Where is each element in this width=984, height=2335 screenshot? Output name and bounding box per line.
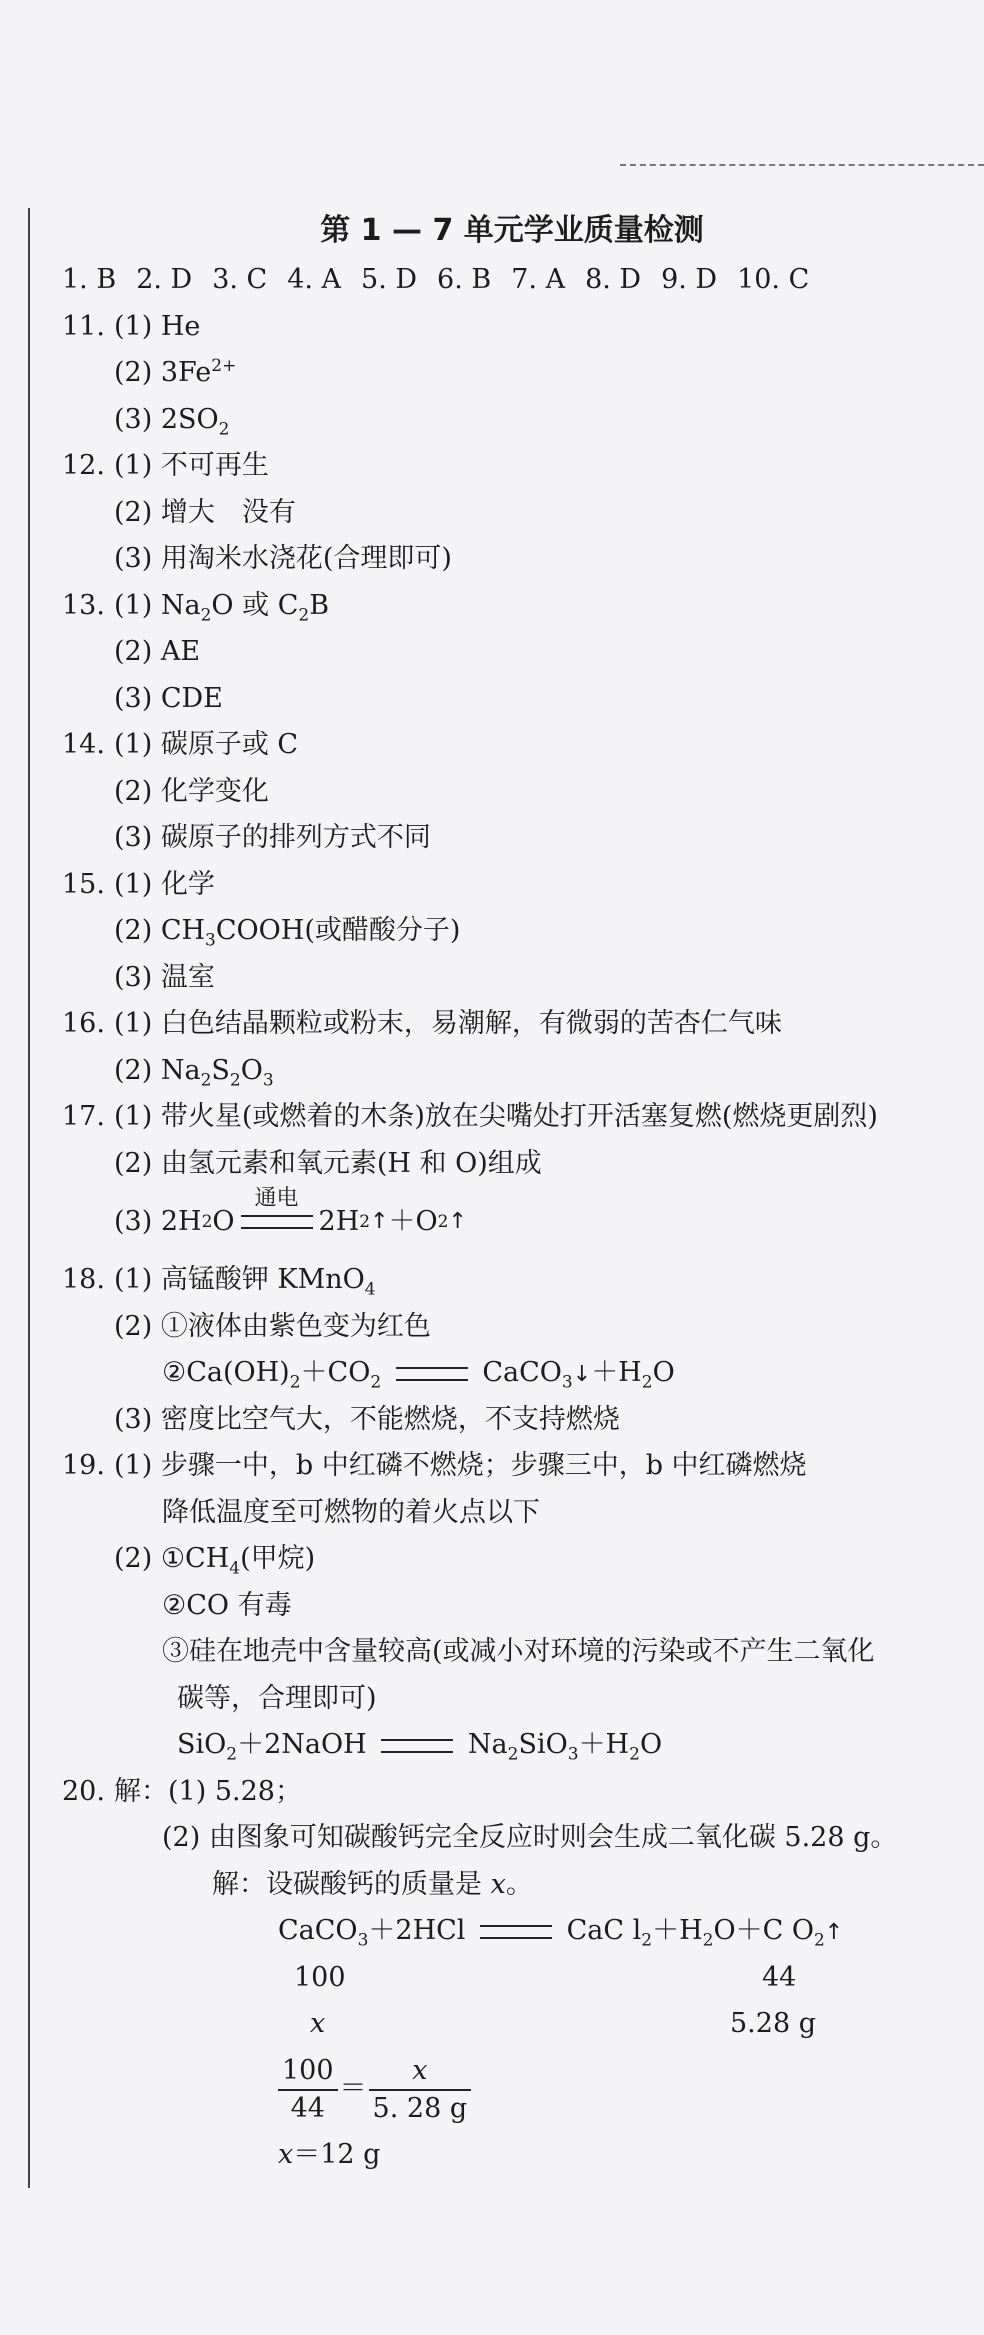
answer-text: (2) 由氢元素和氧元素(H 和 O)组成 [114,1147,542,1179]
question-number: 16. [62,1008,105,1039]
answer-text: O＋C O [713,1915,814,1946]
q16-line-2 [62,1048,962,1095]
answer-text: O [212,1205,235,1237]
question-number: 12. [62,450,105,481]
question-number: 18. [62,1264,105,1295]
denominator: 44 [290,2092,325,2124]
q19-line-2 [62,1490,962,1537]
q18-line-4 [62,1397,962,1444]
q19-line-4 [62,1583,962,1630]
q20-quantity-row [62,2001,962,2048]
subscript: 2 [641,1372,653,1393]
q19-line-7 [62,1722,962,1769]
choice-answer: 8. D [585,264,642,295]
subscript: 2 [200,1069,212,1090]
question-number: 19. [62,1450,105,1481]
answer-text: O [639,1729,663,1760]
q16-line-1 [62,1001,962,1048]
answer-text: (3) CDE [114,682,223,714]
answer-text: (3) 碳原子的排列方式不同 [114,822,431,853]
answer-text: (甲烷) [240,1543,316,1574]
answer-text: (2) ①液体由紫色变为红色 [114,1310,431,1342]
equals-sign [241,1186,313,1229]
answer-text: S [211,1054,230,1086]
answer-text: (1) Na [114,589,201,621]
answer-text: (3) 用淘米水浇花(合理即可) [114,543,452,574]
q19-line-5 [62,1629,962,1676]
q17-line-3: (3) 2H 2 O 通电 2H 2 ↑ ＋O 2 ↑ [62,1187,962,1257]
choice-answer: 5. D [361,264,418,295]
choice-answers-row [62,257,962,304]
answer-text: O [652,1357,675,1388]
q15-line-3 [62,955,962,1002]
answer-text: (1) 带火星(或燃着的木条)放在尖嘴处打开活塞复燃(燃烧更剧烈) [114,1101,878,1132]
subscript: 2 [200,604,212,625]
answer-text: (3) 密度比空气大，不能燃烧，不支持燃烧 [114,1403,620,1435]
choice-answer: 10. C [737,264,810,295]
answer-text: SiO [177,1729,227,1760]
subscript: 2 [226,1744,238,1765]
equals-sign [396,1367,468,1381]
fraction [278,2053,338,2127]
question-number: 20. [62,1775,105,1807]
q20-mass-row [62,1955,962,2002]
q13-line-1 [62,583,962,630]
answer-text: CaC l [566,1915,642,1946]
answer-text: 碳等，合理即可) [177,1682,377,1714]
variable: x [310,2008,326,2039]
numerator [369,2053,472,2091]
equals-sign [381,1739,453,1753]
subscript: 2 [629,1744,640,1765]
answer-text: (1) 高锰酸钾 KMnO [114,1264,365,1295]
choice-answer: 3. C [212,264,268,295]
subscript: 3 [262,1069,274,1090]
subscript: 2 [813,1930,825,1951]
subscript: 2 [370,1372,382,1393]
answer-text: (2) ①CH [114,1543,230,1574]
q20-line-3 [62,1862,962,1909]
header-dashed-rule [620,164,984,166]
q19-line-1 [62,1443,962,1490]
choice-answer: 9. D [661,264,718,295]
subscript: 2 [507,1744,519,1765]
q20-equation [62,1908,962,1955]
answer-text: (1) He [114,310,201,342]
subscript: 4 [364,1279,376,1300]
q19-line-3 [62,1536,962,1583]
choice-answer: 6. B [437,264,492,295]
equals-sign [480,1925,552,1939]
answer-text: (1) 碳原子或 C [114,729,299,760]
q14-line-2 [62,769,962,816]
subscript: 3 [567,1744,579,1765]
subscript: 3 [357,1930,369,1951]
choice-answer: 4. A [287,264,342,295]
gas-arrow-icon: ↑ [448,1208,467,1234]
variable: x [490,1868,506,1900]
q20-proportion: $\frac{100}{44}$ ＝ $\frac{x}{5. 28 g}$ [62,2048,962,2132]
q18-line-1 [62,1257,962,1304]
answer-text: (2) Na [114,1054,201,1086]
choice-answer: 2. D [136,264,193,295]
answer-text: CaCO [482,1357,562,1388]
precipitate-arrow-icon: ↓ [572,1362,592,1387]
q11-line-1 [62,304,962,351]
molar-mass: 44 [762,1961,797,1993]
left-border-rule [28,208,30,2188]
q18-line-3 [62,1350,962,1397]
answer-text: COOH(或醋酸分子) [215,915,461,946]
subscript: 2 [218,418,230,439]
variable: x [412,2054,428,2086]
q17-line-1 [62,1094,962,1141]
answer-text: ＋H [591,1357,642,1388]
answer-text: ＋H [578,1729,630,1760]
answer-text: (2) 由图象可知碳酸钙完全反应时则会生成二氧化碳 5.28 g。 [162,1822,898,1853]
answer-text: (1) 白色结晶颗粒或粉末，易潮解，有微弱的苦杏仁气味 [114,1008,782,1039]
answer-text: (2) 化学变化 [114,775,269,807]
answer-text: ②Ca(OH) [162,1357,290,1388]
q12-line-3 [62,536,962,583]
answer-text: 。 [505,1868,533,1900]
q12-line-2 [62,490,962,537]
subscript: 2 [641,1930,653,1951]
subscript: 2 [229,1069,241,1090]
subscript: 2 [289,1372,301,1393]
q20-result [62,2132,962,2179]
q11-line-3 [62,397,962,444]
answer-text: ＋H [652,1915,703,1946]
subscript: 2 [702,1930,714,1951]
subscript: 3 [561,1372,573,1393]
q13-line-2 [62,629,962,676]
answer-page [62,205,962,2178]
q14-line-3 [62,815,962,862]
answer-text: 解：设碳酸钙的质量是 [212,1868,491,1900]
answer-text: CaCO [278,1915,358,1946]
answer-text: O 或 C [211,589,299,621]
answer-text: Na [467,1729,508,1760]
question-number: 11. [62,310,105,342]
choice-answer: 1. B [62,264,117,295]
question-number: 14. [62,729,105,760]
numerator: 100 [278,2053,338,2091]
question-number: 13. [62,589,105,621]
gas-arrow-icon: ↑ [824,1920,844,1945]
subscript: 3 [205,930,216,951]
q17-line-2 [62,1141,962,1188]
fraction [369,2053,472,2127]
q19-line-6 [62,1676,962,1723]
answer-text: (1) 化学 [114,868,215,900]
reaction-condition: 通电 [254,1186,299,1211]
choice-answer: 7. A [511,264,566,295]
answer-text: 2H [318,1205,360,1237]
question-number: 17. [62,1101,105,1132]
superscript: 2+ [211,356,237,376]
answer-text: O [240,1054,263,1086]
subscript: 2 [298,604,310,625]
answer-text: B [309,589,330,621]
answer-text: ＋CO [300,1357,371,1388]
answer-text: (3) 2H [114,1205,202,1237]
molar-mass: 100 [294,1961,346,1993]
answer-text: 降低温度至可燃物的着火点以下 [162,1496,540,1528]
q13-line-3 [62,676,962,723]
page-title: 第 1 — 7 单元学业质量检测 [320,213,704,248]
answer-text: 解：(1) 5.28； [114,1775,302,1807]
answer-text: (3) 温室 [114,961,215,993]
q15-line-1 [62,862,962,909]
known-mass: 5.28 g [730,2008,816,2039]
q18-line-2 [62,1304,962,1351]
answer-text: ②CO 有毒 [162,1589,292,1621]
answer-text: (2) 增大 没有 [114,496,296,528]
answer-text: (2) 3Fe [114,357,212,388]
q20-line-2 [62,1815,962,1862]
gas-arrow-icon: ↑ [370,1208,389,1234]
denominator: 5. 28 g [372,2092,468,2124]
answer-text: (3) 2SO [114,403,219,435]
q11-line-2 [62,350,962,397]
q20-line-1 [62,1769,962,1816]
answer-text: (2) CH [114,915,206,946]
q12-line-1 [62,443,962,490]
answer-text: ＝12 g [293,2138,381,2170]
question-number: 15. [62,868,105,900]
answer-text: ＋2HCl [368,1915,466,1946]
variable: x [278,2138,294,2170]
answer-text: ＋2NaOH [237,1729,367,1760]
q15-line-2 [62,908,962,955]
answer-text: ③硅在地壳中含量较高(或减小对环境的污染或不产生二氧化 [162,1636,875,1667]
answer-text: (1) 步骤一中，b 中红磷不燃烧；步骤三中，b 中红磷燃烧 [114,1450,807,1481]
answer-text: (2) AE [114,636,201,667]
q14-line-1 [62,722,962,769]
answer-text: (1) 不可再生 [114,450,269,481]
subscript: 4 [229,1558,241,1579]
answer-text: SiO [518,1729,568,1760]
answer-text: ＋O [388,1205,438,1237]
